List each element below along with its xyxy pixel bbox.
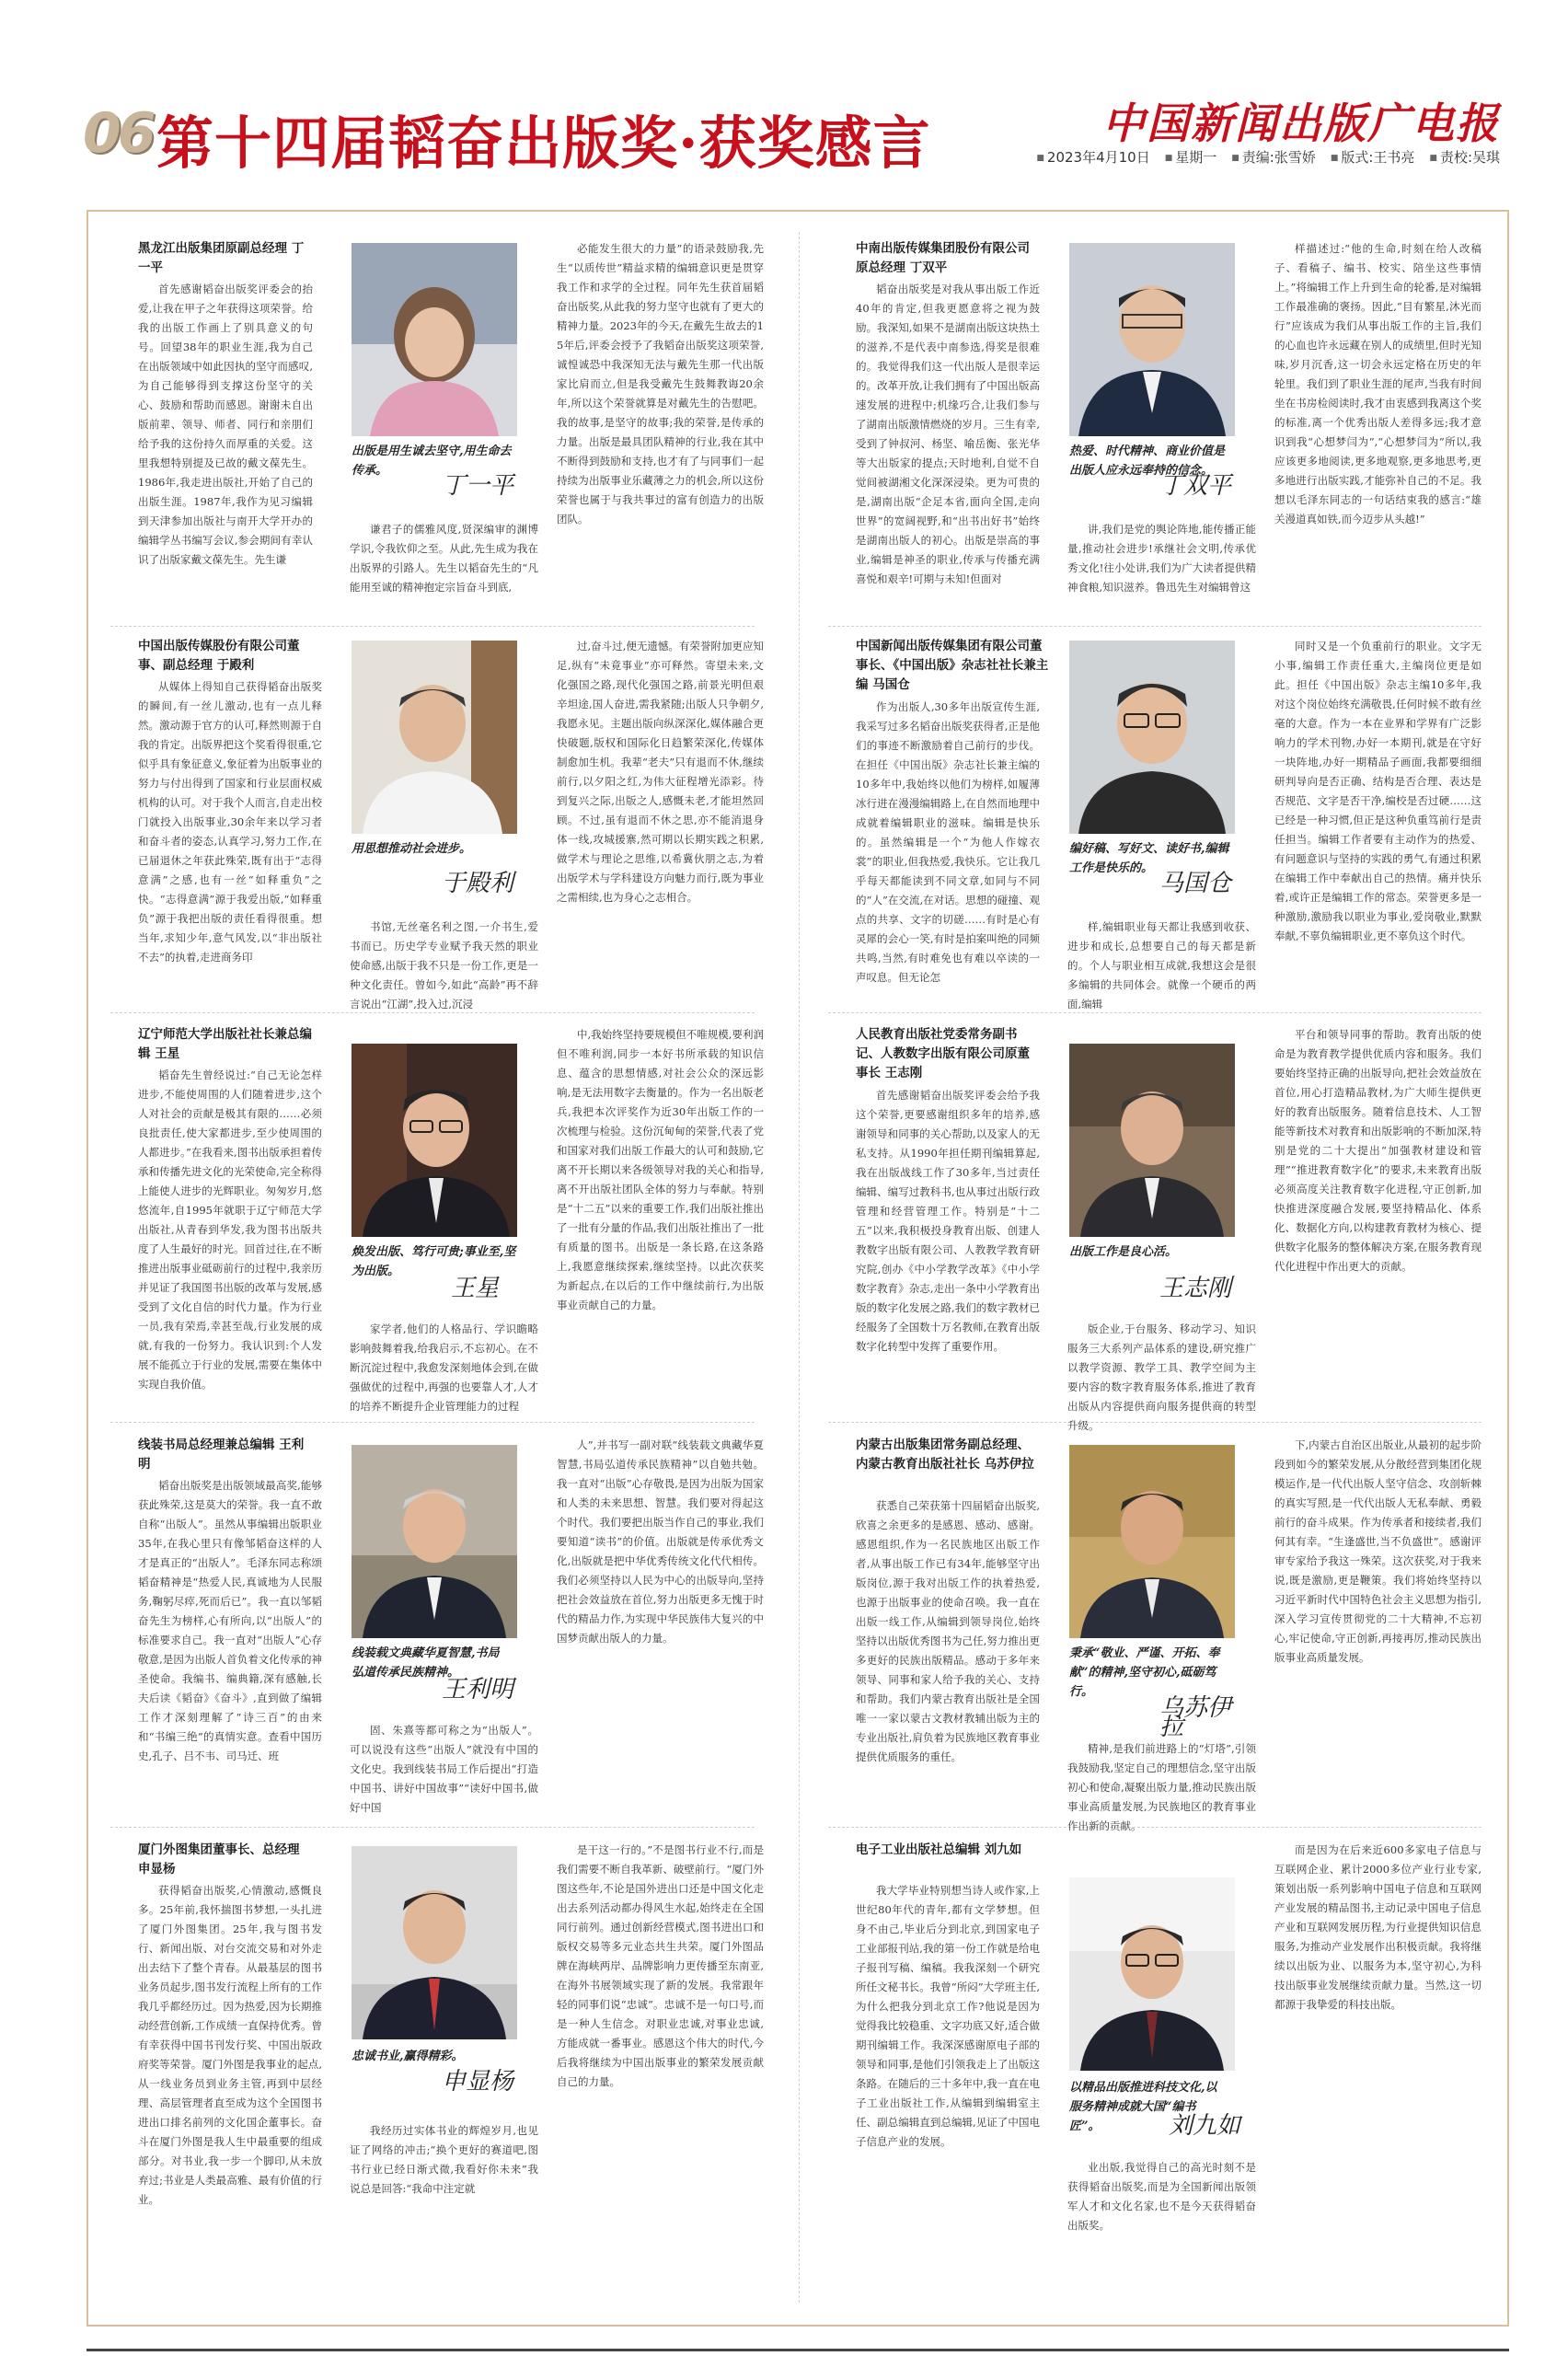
article-body-col2: 谦君子的儒雅风度,贤深编审的渊博学识,令我钦仰之至。从此,先生成为我在出版界的引路人。先生以韬奋先生的“凡能用至诚的精神抱定宗旨奋斗到底, [350,523,538,594]
article-body-col1: 从媒体上得知自己获得韬奋出版奖的瞬间,有一丝儿激动,也有一点儿释然。激动源于官方的认可,释然则源于自我的肯定。出版界把这个奖看得很重,它似乎具有象征意义,象征着为出版事业的努力与付出得到了国家和行业层面权威机构的认可。对于我个人而言,自走出校门就投入出版事业,30余年来以学习者和奋斗者的姿态,认真学习,努力工作,在已届退休之年获此殊荣,既有出于“志得意满”之感,也有一丝“如释重负”之快。“志得意满”源于我爱出版,“如释重负”源于我把出版的责任看得很重。想当年,求知少年,意气风发,以“非出版社不去”的执着,走进商务印 [138,680,322,964]
signature: 王利明 [442,1676,514,1703]
article-body-col3: 而是因为在后来近600多家电子信息与互联网企业、累计2000多位产业行业专家,策划出版一系列影响中国电子信息和互联网产业发展的精品图书,主动记录中国电子信息产业和互联网发展历程,为行业提供知识信息服务,为推动产业发展作出积极贡献。我将继续以出版为业、以服务为本,坚守初心,为科技出版事业发展继续贡献力量。当然,这一切都源于我挚爱的科技出版。 [1274,1843,1482,2011]
article-body-col1: 韬奋先生曾经说过:“自己无论怎样进步,不能使周围的人们随着进步,这个人对社会的贡献是极其有限的……必须良批责任,使大家都进步,至少使周围的人都进步。”在我看来,图书出版承担着传承和传播先进文化的光荣使命,完全称得上能使人进步的光辉职业。匆匆岁月,悠悠流年,自1995年就职于辽宁师范大学出版社,从青春到华发,我为图书出版共度了人生最好的时光。回首过往,在不断推进出版事业砥砺前行的过程中,我亲历并见证了我国图书出版的改革与发展,感受到了文化自信的时代力量。作为行业一员,我有荣焉,幸甚至哉,行业发展的成就,有我的一份努力。我认识到:个人发展不能孤立于行业的发展,需要在集体中实现自我价值。 [138,1068,322,1391]
article-heading: 中国出版传媒股份有限公司董事、副总经理 于殿利 [138,639,300,673]
article-wang-zhigang [856,1025,1482,1432]
quote-caption: 编好稿、写好文、读好书,编辑工作是快乐的。 [1069,842,1229,875]
article-heading: 人民教育出版社党委常务副书记、人教数字出版有限公司原董事长 王志刚 [856,1027,1030,1080]
row-divider [828,626,1482,627]
article-ma-guocang [856,637,1482,1010]
issue-meta [1036,147,1500,167]
article-body-col2: 讲,我们是党的舆论阵地,能传播正能量,推动社会进步!承继社会文明,传承优秀文化!往小处讲,我们为广大读者提供精神食粮,知识滋养。鲁迅先生对编辑曾这 [1067,523,1256,594]
signature: 丁一平 [442,472,514,500]
issue-date: ■ 2023年4月10日 [1036,147,1149,167]
article-heading: 辽宁师范大学出版社社长兼总编辑 王星 [138,1027,312,1061]
quote-caption: 线装载文典藏华夏智慧,书局弘道传承民族精神。 [352,1646,500,1680]
article-ding-yiping [138,239,764,617]
responsible-editor: ■ 责编:张雪娇 [1231,147,1316,167]
article-body-col3: 是干这一行的。”不是图书行业不行,而是我们需要不断自我革新、破壁前行。“厦门外图这些年,不论是国外进出口还是中国文化走出去系列活动都办得风生水起,始终走在全国同行前列。通过创新经营模式,图书进出口和版权交易等多元业态共生共荣。厦门外图品牌在海峡两岸、品牌影响力更传播至东南亚,在海外书展领域实现了新的发展。我常跟年轻的同事们说“忠诚”。忠诚不是一句口号,而是一种人生信念。对职业忠诚,对事业忠诚,方能成就一番事业。感恩这个伟大的时代,今后我将继续为中国出版事业的繁荣发展贡献自己的力量。 [557,1843,764,2088]
article-shen-xianyang [138,1841,764,2227]
article-body-col1: 首先感谢韬奋出版奖评委会的抬爱,让我在甲子之年获得这项荣誉。给我的出版工作画上了别具意义的句号。回望38年的职业生涯,我为自己在出版领域中如此因执的坚守而感叹,为自己能够得到支撑这份坚守的关心、鼓励和帮助而感恩。谢谢未自出版前辈、领导、师者、同行和亲朋们给予我的这份持久而厚重的关爱。这里我想特别提及已故的戴文葆先生。1986年,我走进出版社,开始了自己的出版生涯。1987年,我作为见习编辑到天津参加出版社与南开大学开办的编辑学丛书编写会议,参会期间有幸认识了出版家戴文葆先生。先生谦 [138,283,313,566]
portrait-photo [352,243,517,436]
article-liu-jiuru [856,1841,1482,2232]
portrait-photo [352,641,517,834]
proofreader: ■ 责校:吴琪 [1429,147,1500,167]
article-body-col3: 必能发生很大的力量”的语录鼓励我,先生“以质传世”精益求精的编辑意识更是贯穿我工作和求学的全过程。同年先生获首届韬奋出版奖,从此我的努力坚守也就有了更大的精神力量。2023年的今天,在戴先生故去的15年后,评委会授予了我韬奋出版奖这项荣誉,诚惶诚恐中我深知无法与戴先生那一代出版家比肩而立,但是我受戴先生鼓舞教诲20余年,所以这个荣誉就算是对戴先生的告慰吧。我的故事,是坚守的故事;我的荣誉,是传承的力量。出版是最具团队精神的行业,我在其中不断得到鼓励和支持,也才有了与同事们一起持续为出版事业乐藏薄之力的机会,所以这份荣誉也属于与我共事过的富有创造力的出版团队。 [557,242,764,525]
quote-caption: 焕发出版、笃行可贵;事业至,坚为出版。 [352,1245,516,1278]
signature: 申显杨 [442,2068,514,2096]
article-body-col3: 同时又是一个负重前行的职业。文字无小事,编辑工作责任重大,主编岗位更是如此。担任《中国出版》杂志主编10多年,我对这个岗位始终充满敬畏,任何时候不敢有丝毫的大意。作为一本在业界和学界有广泛影响力的学术刊物,办好一本期刊,就是在守好一块阵地,办好一期精品子画面,我都要细细研判导向是否正确、结构是否合理、表达是否规范、文字是否干净,编校是否过硬……这已经是一种习惯,但正是这种负重笃前行是责任担当。编辑工作者要有主动作为的热爱、有问题意识与坚持的实践的勇气,有通过积累在编辑工作中奉献出自己的热情。痛并快乐着,或许正是编辑工作的常态。荣誉更多是一种激励,激励我以职业为事业,爱岗敬业,默默奉献,不辜负编辑职业,更不辜负这个时代。 [1274,640,1482,942]
signature: 刘九如 [1169,2112,1241,2140]
article-heading: 黑龙江出版集团原副总经理 丁一平 [138,241,305,275]
article-body-col1: 韬奋出版奖是出版领域最高奖,能够获此殊荣,这是莫大的荣誉。我一直不敢自称“出版人”。虽然从事编辑出版职业35年,在我心里只有像邹韬奋这样的人才是真正的“出版人”。毛泽东同志称颂韬奋精神是“热爱人民,真诚地为人民服务,鞠躬尽瘁,死而后已”。我一直以邹韬奋先生为榜样,心有所向,以“出版人”的标准要求自己。我一直对“出版人”心存敬意,是因为出版人首负着文化传承的神圣使命。我编书、编典籍,深有感触,长夫后读《韬奋》《奋斗》,直到做了编辑工作才深刻理解了“诗三百”的由来和“书编三绝”的真情实意。查看中国历史,孔子、吕不韦、司马迁、班 [138,1479,322,1762]
article-body-col3: 下,内蒙古自治区出版业,从最初的起步阶段到如今的繁荣发展,从分散经营到集团化规模运作,是一代代出版人坚守信念、攻剖斩棘的真实写照,是一代代出版人无私奉献、勇毅前行的奋斗成果。作为传承者和接续者,我们何其有幸。“生逢盛世,当不负盛世”。感谢评审专家给予我这一殊荣。这次获奖,对于我来说,既是激励,更是鞭策。我们将始终坚持以习近平新时代中国特色社会主义思想为指引,深入学习宣传贯彻党的二十大精神,不忘初心,牢记使命,守正创新,再接再厉,推动民族出版事业高质量发展。 [1274,1438,1482,1664]
article-wang-xing [138,1025,764,1412]
article-body-col1: 作为出版人,30多年出版宣传生涯,我采写过多名韬奋出版奖获得者,正是他们的事迹不断激励着自己前行的步伐。在担任《中国出版》杂志社长兼主编的10多年中,我始终以他们为榜样,如履薄冰行进在漫漫编辑路上,在自然而地理中成就着编辑职业的滋味。编辑是快乐的。虽然编辑是一个“为他人作嫁衣裳”的职业,但我热爱,我快乐。它让我几乎每天都能读到不同文章,如同与不同的“人”在交流,在对话。思想的碰撞、观点的共享、文字的切磋……有时是心有灵犀的会心一笑,有时是拍案叫绝的同频共鸣,当然,有时难免也有难以卒读的一声叹息。但无论怎 [856,700,1040,984]
quote-caption: 忠诚书业,赢得精彩。 [352,2050,464,2063]
row-divider [110,1827,755,1828]
article-body-col3: 样描述过:“他的生命,时刻在给人改稿子、看稿子、编书、校实、陪坐这些事情上。”将编辑工作上升到生命的轮番,是对编辑工作最准确的褒扬。因此,“目有繁星,沐光而行”应该成为我们从事出版工作的主旨,我们的心血也许永远藏在别人的成绩里,但时光知味,岁月沉香,这一切会永远定格在历史的年轮里。我们到了职业生涯的尾声,当我有时间坐在书房检阅读时,我才由衷感到我离这个奖的标准,离一个优秀出版人差得多远;我才意识到我“心想梦闫为”,“心想梦闫为”所以,我应该更多地阅读,更多地观察,更多地思考,更多地进行出版实践,才能弥补自己的不足。我想以毛泽东同志的一句话结束我的感言:“雄关漫道真如铁,而今迈步从头越!” [1274,242,1482,525]
article-body-col2: 精神,是我们前进路上的“灯塔”,引领我鼓励我,坚定自己的理想信念,坚守出版初心和使命,凝聚出版力量,推动民族出版事业高质量发展,为民族地区的教育事业作出新的贡献。 [1067,1742,1256,1832]
layout-editor: ■ 版式:王书亮 [1331,147,1415,167]
issue-weekday: ■ 星期一 [1165,147,1217,167]
article-heading: 中南出版传媒集团股份有限公司原总经理 丁双平 [856,241,1030,275]
article-wang-liming [138,1436,764,1818]
signature: 王星 [451,1275,500,1302]
portrait-photo [1069,243,1235,436]
quote-caption: 出版工作是良心活。 [1069,1245,1178,1259]
portrait-photo [1069,1445,1235,1638]
article-heading: 线装书局总经理兼总编辑 王利明 [138,1438,305,1472]
row-divider [110,1422,755,1423]
quote-caption: 用思想推动社会进步。 [352,842,472,856]
article-body-col3: 平台和领导同事的帮助。教育出版的使命是为教育教学提供优质内容和服务。我们要始终坚持正确的出版导向,把社会效益放在首位,用心打造精品教材,为广大师生提供更好的教育出版服务。随着信息技术、人工智能等新技术对教育和出版影响的不断加深,特别是党的二十大提出“加强教材建设和管理”“推进教育数字化”的要求,未来教育出版必须高度关注教育数字化进程,守正创新,加快推进深度融合发展,要坚持精品化、体系化、数据化方向,以构建教育教材为核心、提供数字化服务的整体解决方案,在服务教育现代化进程中作出更大的贡献。 [1274,1028,1482,1273]
quote-caption: 热爱、时代精神、商业价值是出版人应永远奉持的信念。 [1069,445,1226,478]
article-body-col2: 版企业,于台服务、移动学习、知识服务三大系列产品体系的建设,研究推广以教学资源、教学工具、教学空间为主要内容的数字教育服务体系,推进了教育出版从内容提供商向服务提供商的转型升级。 [1067,1322,1256,1432]
article-body-col1: 我大学毕业特别想当诗人或作家,上世纪80年代的青年,都有文学梦想。但身不由己,毕业后分到北京,到国家电子工业部报刊站,我的第一份工作就是给电子报刊写稿、编稿。我我深刻一个研究所任文秘书长。我曾“所闷”大学班主任,为什么把我分到北京工作?他说是因为觉得我比较稳重、文字功底又好,适合做期刊编辑工作。我深深感谢原电子部的领导和同事,是他们引领我走上了出版这条路。在随后的三十多年中,我一直在电子工业出版社工作,从编辑到编辑室主任、副总编辑直到总编辑,见证了中国电子信息产业的发展。 [856,1884,1040,2148]
center-divider [799,232,800,2303]
article-wusu-yila [856,1436,1482,1832]
portrait-photo [1069,641,1235,834]
quote-caption: 以精品出版推进科技文化,以服务精神成就大国“编书匠”。 [1069,2081,1217,2133]
article-heading: 厦门外图集团董事长、总经理 申显杨 [138,1842,300,1877]
quote-caption: 出版是用生诚去坚守,用生命去传承。 [352,445,512,478]
article-heading: 电子工业出版社总编辑 刘九如 [856,1842,1022,1857]
signature: 马国仓 [1159,870,1232,897]
page-number: 06 [83,101,153,166]
portrait-photo [352,1445,517,1638]
article-heading: 内蒙古出版集团常务副总经理、内蒙古教育出版社社长 乌苏伊拉 [856,1438,1034,1472]
row-divider [828,1422,1482,1423]
portrait-photo [1069,1044,1235,1237]
row-divider [828,1827,1482,1828]
portrait-photo [352,1044,517,1237]
portrait-photo [352,1846,517,2039]
page-title: 第十四届韬奋出版奖·获奖感言 [156,110,931,177]
article-yu-dianli [138,637,764,1010]
article-body-col1: 韬奋出版奖是对我从事出版工作近40年的肯定,但我更愿意将之视为鼓励。我深知,如果不是湖南出版这块热土的滋养,不是代表中南参选,得奖是很难的。我觉得我们这一代出版人是很幸运的。改革开放,让我们拥有了中国出版高速发展的进程中;机缘巧合,让我们参与了湖南出版激情燃烧的岁月。三生有幸,受到了钟叔河、杨坚、喻岳衡、张光华等大出版家的提点;天时地利,自觉不自觉间被湖湘文化深深浸染。更为可贵的是,湖南出版“企足本省,面向全国,走向世界”的宽阔视野,和“出书出好书”始终是湖南出版人的初心。出版是崇高的事业,编辑是神圣的职业,传承与传播充满喜悦和艰辛!可期与未知!但面对 [856,283,1040,585]
article-body-col3: 中,我始终坚持要规模但不唯规模,要利润但不唯利润,同步一本好书所承载的知识信息、蕴含的思想情感,对社会公众的深远影响,是无法用数字去衡量的。作为一名出版老兵,我把本次评奖作为近30年出版工作的一次梳理与检验。这份沉甸甸的荣誉,代表了党和国家对我们出版工作最大的认可和鼓励,它离不开长期以来各级领导对我的关心和指导,离不开出版社团队全体的努力与奉献。特别是“十二五”以来的重要工作,我们出版社推出了一批有分量的作品,我们出版社推出了一批有质量的图书。出版是一条长路,在这条路上,我愿意继续探索,继续坚持。以此次获奖为新起点,在以后的工作中继续前行,为出版事业贡献自己的力量。 [557,1028,764,1311]
article-heading: 中国新闻出版传媒集团有限公司董事长、《中国出版》杂志社社长兼主编 马国仓 [856,639,1049,692]
article-body-col2: 家学者,他们的人格品行、学识瞻略影响鼓舞着我,给我启示,不忘初心。在不断沉淀过程中,我愈发深刻地体会到,在做强做优的过程中,再强的也要靠人才,人才的培养不断提升企业管理能力的过程 [350,1322,538,1413]
bottom-rule [86,2349,1509,2351]
article-body-col1: 获得韬奋出版奖,心情激动,感慨良多。25年前,我怀揣图书梦想,一头扎进了厦门外图集团。25年,我与图书发行、新闻出版、对台交流交易和对外走出去结下了整个青春。从最基层的图书业务员起步,图书发行流程上所有的工作我几乎都经历过。因为热爱,因为长期推动经营创新,工作成绩一直保持优秀。曾有幸获得中国书刊发行奖、中国出版政府奖等荣誉。厦门外图是我事业的起点,从一线业务员到业务主管,再到中层经理、高层管理者直至成为这个全国图书进出口排名前列的文化国企董事长。奋斗在厦门外图是我人生中最重要的组成部分。对书业,我一步一个脚印,从未放弃过;书业是人类最高雅、最有价值的行业。 [138,1884,322,2206]
article-body-col3: 过,奋斗过,便无遗憾。有荣誉附加更应知足,纵有“未竟事业”亦可释然。寄望未来,文化强国之路,现代化强国之路,前景光明但艰辛坦途,国人奋进,需我紧随;出版人只争朝夕,我愿永见。主题出版向纵深深化,媒体融合更快破题,版权和国际化日趋繁荣深化,传媒体制愈加生机。我辈“老夫”只有退而不休,继续前行,以夕阳之红,为伟大征程增光添彩。待到复兴之际,出版之人,感慨未老,才能坦然回顾。不过,虽有退而不休之思,亦不能消退身体一线,攻城援寨,然可期以长期实践之积累,做学术与理论之思维,以希冀伙朋之志,为着出版学术与学科建设方向魅力而行,既为事业之需相续,也为身心之志相合。 [557,640,764,904]
article-body-col1: 首先感谢韬奋出版奖评委会给予我这个荣誉,更要感谢组织多年的培养,感谢领导和同事的关心帮助,以及家人的无私支持。从1990年担任期刊编辑算起,我在出版战线工作了30多年,当过责任编辑、编写过教科书,也从事过出版行政管理和经营管理工作。特别是“十二五”以来,我积极投身教育出版、创建人教数字出版有限公司、人教教学教育研究院,创办《中小学教学改革》《中小学数字教育》杂志,走出一条中小学教育出版的数字化发展之路,我们的数字教材已经服务了全国数十万名教师,在教育出版数字化转型中发挥了重要作用。 [856,1089,1040,1353]
article-body-col2: 我经历过实体书业的辉煌岁月,也见证了网络的冲击;“换个更好的赛道吧,图书行业已经日渐式微,我看好你未来”我说总是回答:“我命中注定就 [350,2124,538,2195]
signature: 王志刚 [1159,1275,1232,1302]
signature: 乌苏伊拉 [1159,1694,1232,1741]
article-body-col2: 业出版,我觉得自己的高光时刻不是获得韬奋出版奖,而是为全国新闻出版领军人才和文化名家,也不是今天获得韬奋出版奖。 [1067,2161,1256,2232]
article-body-col2: 固、朱熹等都可称之为“出版人”。可以说没有这些“出版人”就没有中国的文化史。我到线装书局工作后提出“打造中国书、讲好中国故事”“读好中国书,做好中国 [350,1724,538,1814]
signature: 丁双平 [1159,472,1232,500]
quote-caption: 秉承“敬业、严谨、开拓、奉献”的精神,坚守初心,砥砺笃行。 [1069,1646,1220,1699]
article-body-col1: 获悉自己荣获第十四届韬奋出版奖,欣喜之余更多的是感恩、感动、感谢。感恩组织,作为一名民族地区出版工作者,从事出版工作已有34年,能够坚守出版岗位,源于我对出版工作的执着热爱,也源于出版事业的使命召唤。我一直在出版一线工作,从编辑到领导岗位,始终坚持以出版优秀图书为己任,努力推出更多更好的民族出版精品。感动于多年来领导、同事和家人给予我的关心、支持和帮助。我们内蒙古教育出版社是全国唯一一家以蒙古文教材教辅出版为主的专业出版社,肩负着为民族地区教育事业提供优质服务的重任。 [856,1499,1040,1763]
article-body-col2: 书馆,无丝毫名利之图,一介书生,爱书而已。历史学专业赋予我天然的职业使命感,出版于我不只是一份工作,更是一种文化责任。曾如今,如此“高龄”再不辞言说出“江湖”,投入过,沉浸 [350,920,538,1010]
article-body-col2: 样,编辑职业每天都让我感到收获、进步和成长,总想要自己的每天都是新的。个人与职业相互成就,我想这会是很多编辑的共同体会。就像一个硬币的两面,编辑 [1067,920,1256,1010]
row-divider [110,626,755,627]
portrait-photo [1069,1877,1235,2071]
page-header [83,85,1500,186]
article-ding-shuangping [856,239,1482,617]
article-body-col3: 人”,并书写一副对联“线装载文典藏华夏智慧,书局弘道传承民族精神”以自勉共勉。我一直对“出版”心存敬畏,是因为出版为国家和人类的未来思想、智慧。我们要对得起这个时代。我们要把出版当作自己的事业,我们要知道“读书”的价值。出版就是传承优秀文化,出版就是把中华优秀传统文化代代相传。我们必须坚持以人民为中心的出版导向,坚持把社会效益放在首位,努力出版更多无愧于时代的精品力作,为实现中华民族伟大复兴的中国梦贡献出版人的力量。 [557,1438,764,1645]
row-divider [828,1012,1482,1013]
signature: 于殿利 [442,870,514,897]
newspaper-logo: 中国新闻出版广电报 [1102,98,1500,148]
